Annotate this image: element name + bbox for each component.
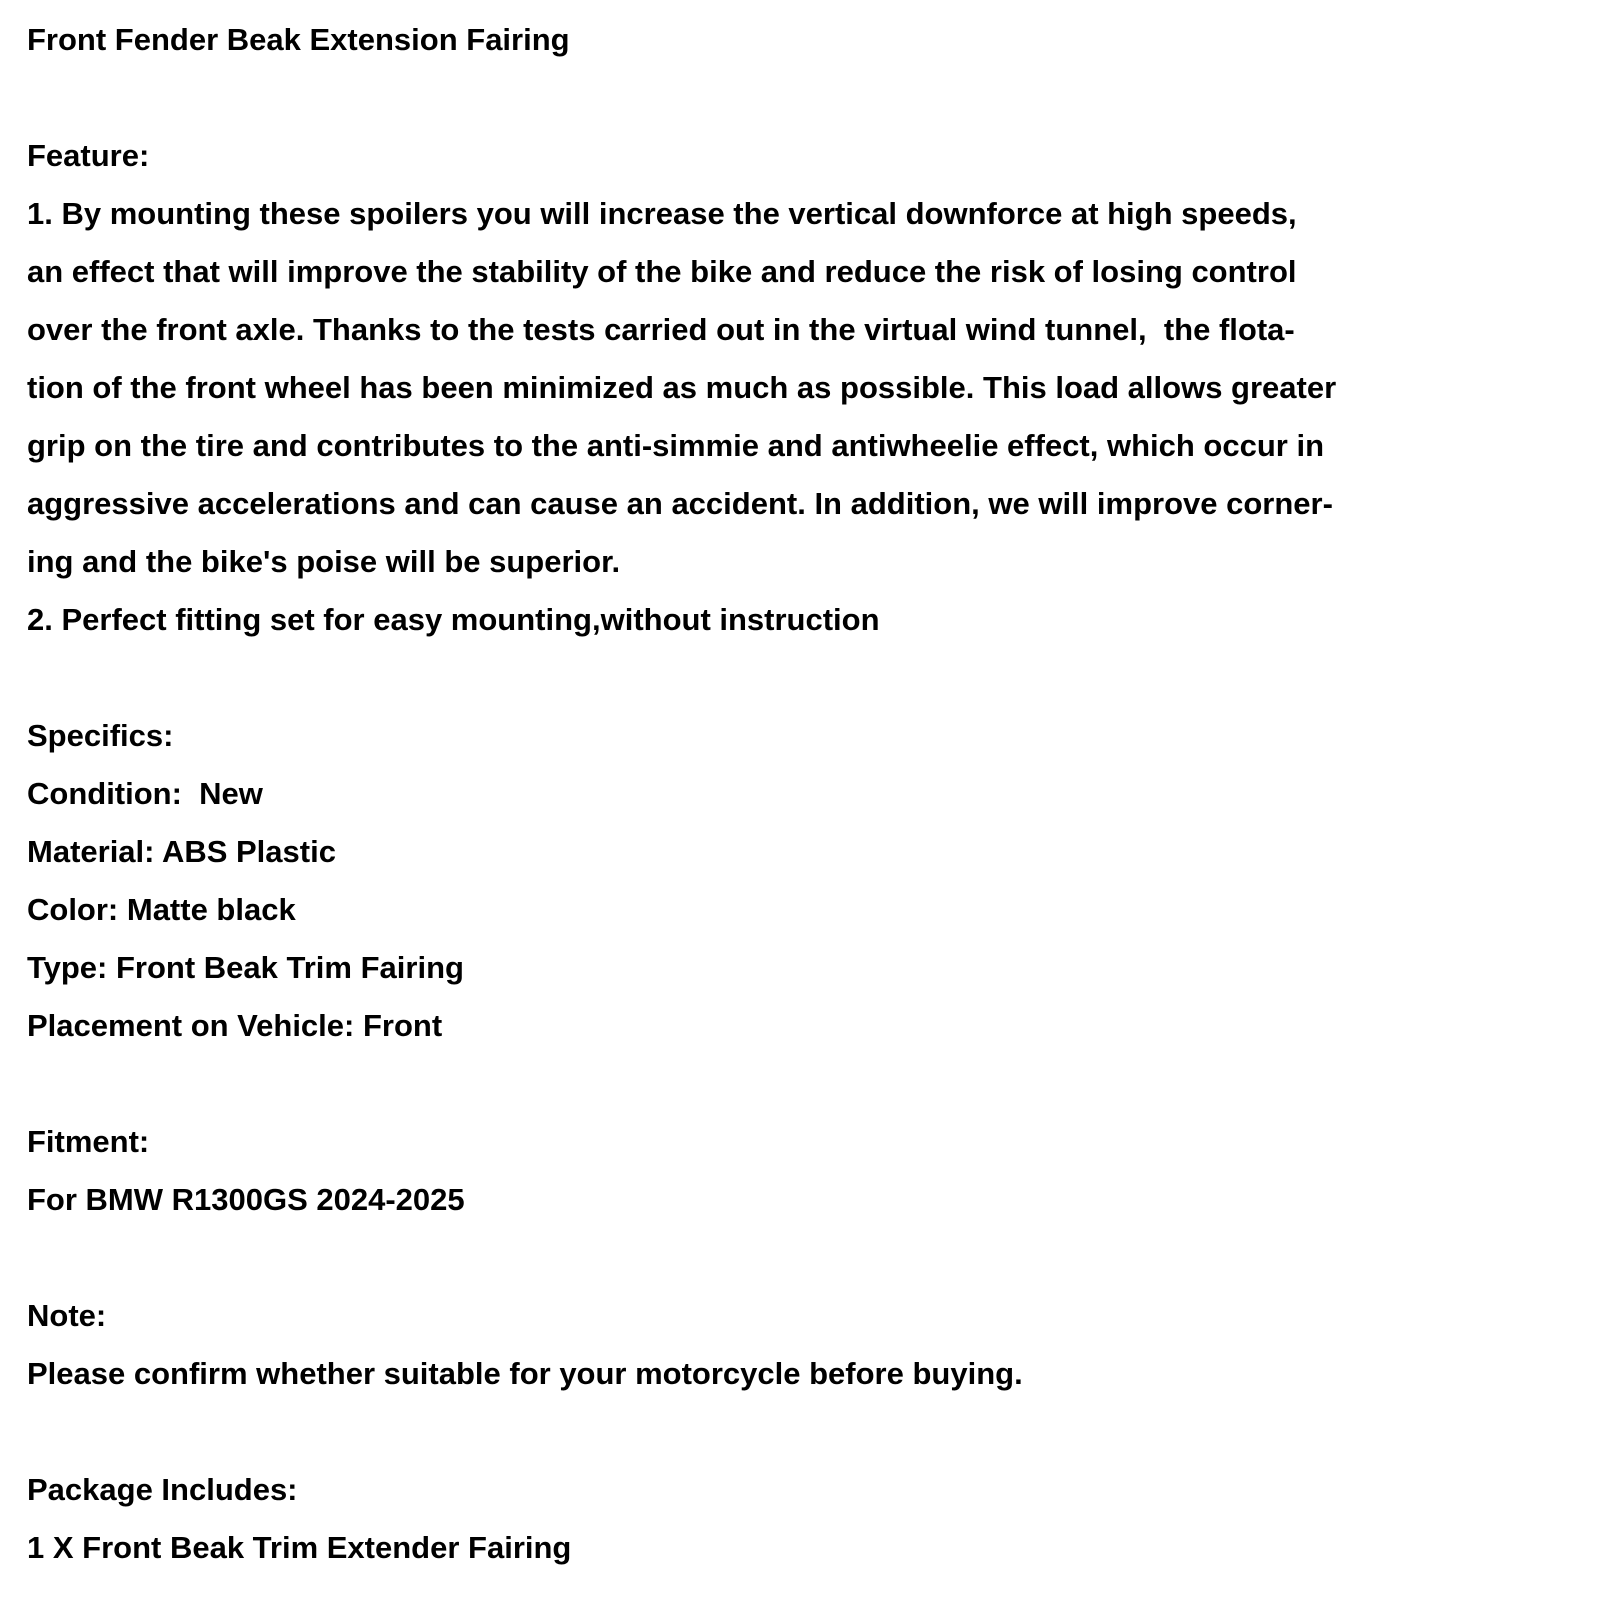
text-line: grip on the tire and contributes to the anti-simmie and antiwheelie effect, which occur in [27, 428, 1325, 463]
text-line: an effect that will improve the stability of the bike and reduce the risk of losing control [27, 254, 1297, 289]
text-line: For BMW R1300GS 2024-2025 [27, 1182, 465, 1217]
text-line: Color: Matte black [27, 892, 296, 927]
blank-line [27, 69, 1560, 127]
text-line: aggressive accelerations and can cause an accident. In addition, we will improve corner- [27, 486, 1333, 521]
text-line: 2. Perfect fitting set for easy mounting,without instruction [27, 602, 880, 637]
section-heading: Feature: [27, 138, 150, 173]
text-line: Placement on Vehicle: Front [27, 1008, 443, 1043]
text-line: tion of the front wheel has been minimized as much as possible. This load allows greater [27, 370, 1337, 405]
text-line: Material: ABS Plastic [27, 834, 336, 869]
text-line: Type: Front Beak Trim Fairing [27, 950, 464, 985]
blank-line [27, 1229, 1560, 1287]
blank-line [27, 1055, 1560, 1113]
blank-line [27, 1403, 1560, 1461]
section-heading: Package Includes: [27, 1472, 298, 1507]
text-line: Condition: New [27, 776, 263, 811]
text-line: 1 X Front Beak Trim Extender Fairing [27, 1530, 572, 1565]
text-line: ing and the bike's poise will be superior. [27, 544, 621, 579]
document-title: Front Fender Beak Extension Fairing [27, 22, 570, 57]
blank-line [27, 649, 1560, 707]
section-heading: Note: [27, 1298, 107, 1333]
text-line: over the front axle. Thanks to the tests carried out in the virtual wind tunnel, the flota- [27, 312, 1295, 347]
section-heading: Fitment: [27, 1124, 150, 1159]
text-line: Please confirm whether suitable for your motorcycle before buying. [27, 1356, 1023, 1391]
text-line: 1. By mounting these spoilers you will increase the vertical downforce at high speeds, [27, 196, 1297, 231]
section-heading: Specifics: [27, 718, 174, 753]
